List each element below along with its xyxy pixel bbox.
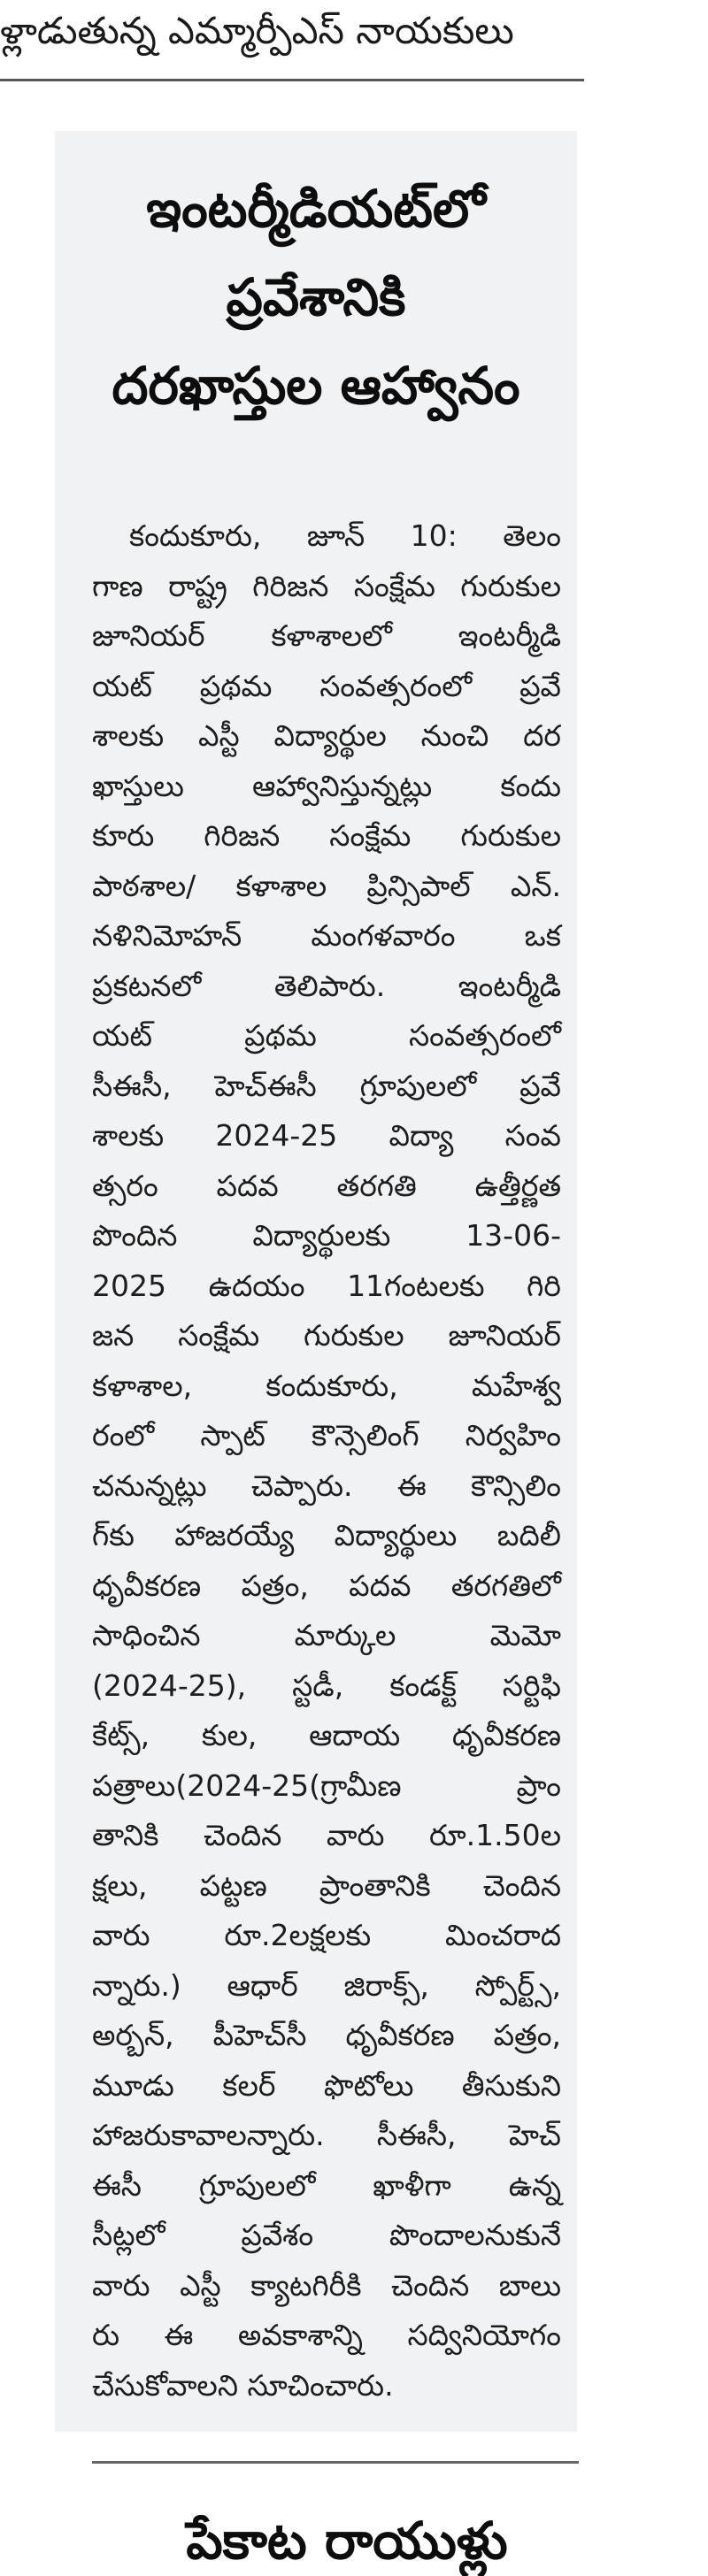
body-line: (2024-25), స్టడీ, కండక్ట్ సర్టిఫి [92, 1668, 561, 1703]
article-box [55, 131, 577, 2571]
body-line: గాణ రాష్ట్ర గిరిజన సంక్షేమ గురుకుల [92, 568, 561, 603]
body-line: నళినిమోహన్ మంగళవారం ఒక [92, 918, 561, 953]
body-line: గ్‌కు హాజరయ్యే విద్యార్థులు బదిలీ [92, 1518, 561, 1552]
article-body [92, 511, 561, 2411]
body-line: పత్రాలు(2024-25(గ్రామీణ ప్రాం [92, 1767, 561, 1803]
body-line: మూడు కలర్ ఫొటోలు తీసుకుని [92, 2067, 561, 2103]
body-line: ప్రకటనలో తెలిపారు. ఇంటర్మీడి [92, 968, 561, 1003]
body-line: వారు ఎస్టీ క్యాటగిరీకి చెందిన బాలు [92, 2267, 561, 2303]
body-line: న్నారు.) ఆధార్ జిరాక్స్, స్పోర్ట్స్, [92, 1967, 561, 2003]
body-line: క్షలు, పట్టణ ప్రాంతానికి చెందిన [92, 1867, 561, 1903]
body-line: త్సరం పదవ తరగతి ఉత్తీర్ణత [92, 1168, 561, 1203]
body-line: పొందిన విద్యార్థులకు 13-06- [92, 1218, 561, 1253]
body-line: చేసుకోవాలని సూచించారు. [92, 2367, 394, 2403]
body-line: అర్బన్, పీహెచ్‌సీ ధృవీకరణ పత్రం, [92, 2018, 561, 2052]
body-line: కేట్స్, కుల, ఆదాయ ధృవీకరణ [92, 1718, 561, 1752]
body-line: కూరు గిరిజన సంక్షేమ గురుకుల [92, 818, 561, 853]
body-line: పాఠశాల/ కళాశాల ప్రిన్సిపాల్ ఎన్. [92, 868, 561, 903]
body-line: శాలకు ఎస్టీ విద్యార్థుల నుంచి దర [92, 718, 561, 753]
body-line: రంలో స్పాట్ కౌన్సెలింగ్ నిర్వహిం [92, 1418, 561, 1453]
next-article-headline: పేకాట రాయుళ్లు [186, 2511, 508, 2571]
body-line: జూనియర్ కళాశాలలో ఇంటర్మీడి [92, 618, 561, 653]
body-line: సీట్లలో ప్రవేశం పొందాలనుకునే [92, 2218, 561, 2252]
body-line: తానికి చెందిన వారు రూ.1.50ల [92, 1818, 561, 1852]
body-line: 2025 ఉదయం 11గంటలకు గిరి [92, 1268, 561, 1303]
body-line: కందుకూరు, జూన్ 10: తెలం [129, 518, 561, 553]
body-line: చనున్నట్లు చెప్పారు. ఈ కౌన్సిలిం [92, 1468, 561, 1503]
headline-line: ప్రవేశానికి [226, 267, 406, 327]
body-line: శాలకు 2024-25 విద్యా సంవ [92, 1118, 561, 1153]
previous-photo-caption: ళ్లాడుతున్న ఎమ్మార్పీఎస్ నాయకులు [0, 0, 584, 81]
body-line: హాజరుకావాలన్నారు. సీఈసీ, హెచ్ [92, 2118, 561, 2152]
body-line: సీఈసీ, హెచ్ఈసీ గ్రూపులలో ప్రవే [92, 1068, 561, 1103]
article-headline [55, 165, 577, 430]
body-line: వారు రూ.2లక్షలకు మించరాద [92, 1918, 561, 1952]
body-line: జన సంక్షేమ గురుకుల జూనియర్ [92, 1318, 561, 1353]
headline-line: దరఖాస్తుల ఆహ్వానం [112, 356, 520, 416]
body-line: ఈసీ గ్రూపులలో ఖాళీగా ఉన్న [92, 2167, 561, 2203]
body-line: యట్ ప్రథమ సంవత్సరంలో [92, 1018, 561, 1053]
body-line: ఖాస్తులు ఆహ్వానిస్తున్నట్లు కందు [92, 768, 561, 803]
headline-line: ఇంటర్మీడియట్‌లో [146, 179, 486, 239]
body-line: కళాశాల, కందుకూరు, మహేశ్వ [92, 1368, 561, 1403]
body-line: యట్ ప్రథమ సంవత్సరంలో ప్రవే [92, 668, 561, 703]
body-line: రు ఈ అవకాశాన్ని సద్వినియోగం [92, 2318, 561, 2352]
body-line: సాధించిన మార్కుల మెమో [92, 1618, 561, 1652]
body-line: ధృవీకరణ పత్రం, పదవ తరగతిలో [92, 1568, 561, 1603]
article-divider [92, 2461, 579, 2464]
